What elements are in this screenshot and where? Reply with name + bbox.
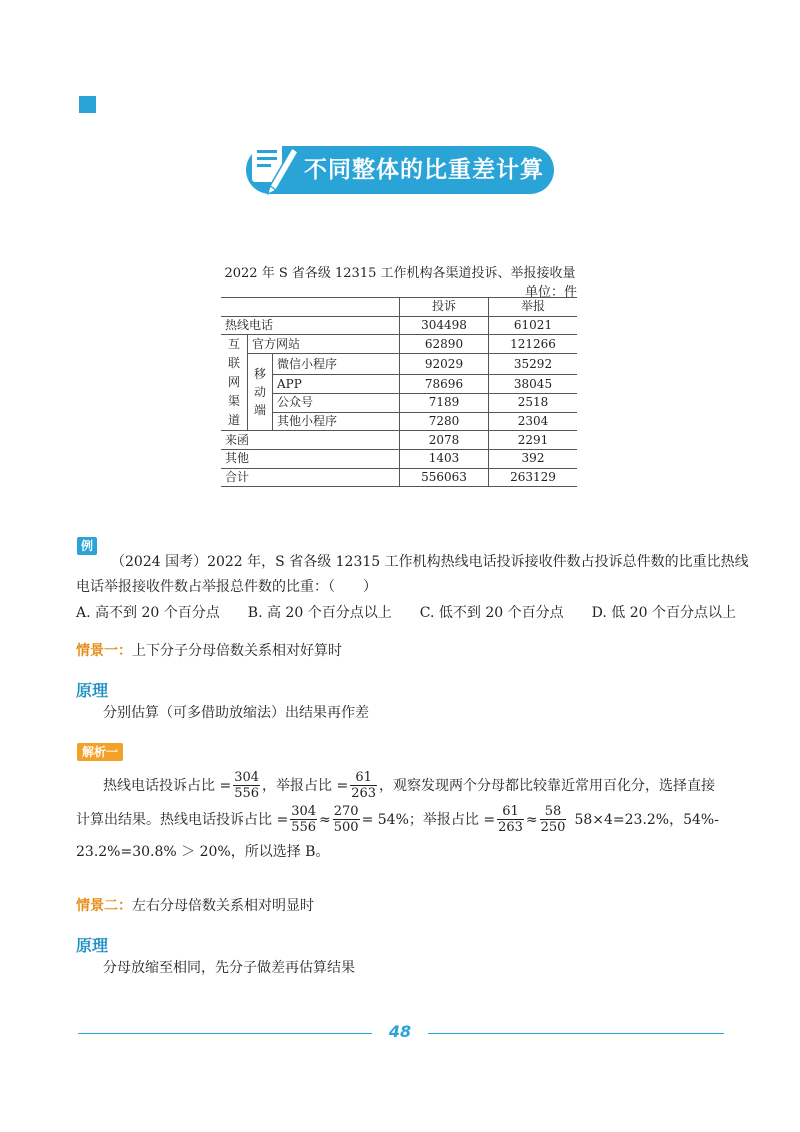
data-table xyxy=(221,297,577,487)
principle-1-text: 分别估算（可多借助放缩法）出结果再作差 xyxy=(103,705,369,721)
fraction: $\frac{61}{263}$ xyxy=(351,770,377,801)
table-row xyxy=(221,394,577,413)
header-complaint: 投诉 xyxy=(400,298,489,317)
cell-report: 2291 xyxy=(489,431,578,450)
analysis-text: 计算出结果。热线电话投诉占比 = xyxy=(76,811,289,828)
option-c[interactable]: C. 低不到 20 个百分点 xyxy=(419,605,564,621)
page-number: 48 xyxy=(388,1022,412,1041)
table-unit: 单位：件 xyxy=(524,285,577,300)
row-label: 热线电话 xyxy=(221,316,400,335)
analysis-line-3: 23.2%=30.8% ＞ 20%，所以选择 B。 xyxy=(76,844,330,860)
row-label: 合计 xyxy=(221,468,400,487)
cell-report: 2304 xyxy=(489,412,578,431)
cell-complaint: 62890 xyxy=(400,335,489,354)
approx-sign: ≈ xyxy=(525,811,538,828)
question-line-2: 电话举报接收件数占举报总件数的比重：（ ） xyxy=(76,579,377,595)
cell-report: 263129 xyxy=(489,468,578,487)
example-tag: 例 xyxy=(77,537,97,555)
cell-report: 61021 xyxy=(489,316,578,335)
scenario-2-label: 情景二： xyxy=(76,898,132,914)
header-report: 举报 xyxy=(489,298,578,317)
principle-1-heading: 原理 xyxy=(76,681,109,700)
answer-options xyxy=(76,602,736,622)
header-blank xyxy=(221,298,400,317)
question-line-1: （2024 国考）2022 年，S 省各级 12315 工作机构热线电话投诉接收件数占投诉总件数的比重比热线 xyxy=(111,554,749,570)
table-title: 2022 年 S 省各级 12315 工作机构各渠道投诉、举报接收量 xyxy=(224,266,576,281)
analysis-text: = 54%；举报占比 = xyxy=(361,811,496,828)
principle-2-heading: 原理 xyxy=(76,936,109,955)
fraction: $\frac{61}{263}$ xyxy=(498,804,523,835)
cell-complaint: 1403 xyxy=(400,450,489,469)
scenario-2-text: 左右分母倍数关系相对明显时 xyxy=(132,898,314,914)
row-label: 微信小程序 xyxy=(273,354,400,375)
table-row xyxy=(221,375,577,394)
principle-2-text: 分母放缩至相同，先分子做差再估算结果 xyxy=(103,960,355,976)
option-b[interactable]: B. 高 20 个百分点以上 xyxy=(247,605,392,621)
cell-report: 121266 xyxy=(489,335,578,354)
option-a[interactable]: A. 高不到 20 个百分点 xyxy=(76,605,220,621)
cell-report: 38045 xyxy=(489,375,578,394)
approx-sign: ≈ xyxy=(319,811,331,828)
cell-report: 35292 xyxy=(489,354,578,375)
cell-complaint: 556063 xyxy=(400,468,489,487)
fraction: $\frac{58}{250}$ xyxy=(540,804,566,835)
cell-complaint: 304498 xyxy=(400,316,489,335)
mobile-group-label: 移 动 端 xyxy=(248,354,273,431)
scenario-1 xyxy=(76,640,342,660)
analysis-line-2 xyxy=(76,804,719,835)
banner-title: 不同整体的比重差计算 xyxy=(304,157,544,183)
analysis-text: ，观察发现两个分母都比较靠近常用百化分，选择直接 xyxy=(379,777,716,794)
row-label: 其他 xyxy=(221,450,400,469)
table-row xyxy=(221,354,577,375)
fraction: $\frac{270}{500}$ xyxy=(333,804,359,835)
scenario-2 xyxy=(76,895,314,915)
row-label: 官方网站 xyxy=(248,335,400,354)
cell-complaint: 78696 xyxy=(400,375,489,394)
scenario-1-text: 上下分子分母倍数关系相对好算时 xyxy=(132,643,342,659)
analysis-text: ，举报占比 = xyxy=(262,777,349,794)
analysis-text: 热线电话投诉占比 = xyxy=(103,777,232,794)
cell-report: 392 xyxy=(489,450,578,469)
analysis-1-tag: 解析一 xyxy=(77,743,123,761)
corner-marker xyxy=(79,96,96,113)
cell-complaint: 7189 xyxy=(400,394,489,413)
table-row xyxy=(221,412,577,431)
table-row xyxy=(221,316,577,335)
row-label: 公众号 xyxy=(273,394,400,413)
analysis-line-1 xyxy=(103,770,715,801)
internet-group-label: 互 联 网 渠 道 xyxy=(221,335,248,431)
row-label: 其他小程序 xyxy=(273,412,400,431)
notepad-pencil-icon xyxy=(248,134,302,196)
cell-complaint: 7280 xyxy=(400,412,489,431)
option-d[interactable]: D. 低 20 个百分点以上 xyxy=(591,605,736,621)
cell-report: 2518 xyxy=(489,394,578,413)
row-label: APP xyxy=(273,375,400,394)
row-label: 来函 xyxy=(221,431,400,450)
footer-divider-right xyxy=(428,1033,724,1034)
scenario-1-label: 情景一： xyxy=(76,643,132,659)
section-banner xyxy=(246,146,554,194)
table-total-row xyxy=(221,468,577,487)
fraction: $\frac{304}{556}$ xyxy=(291,804,317,835)
table-row xyxy=(221,450,577,469)
fraction: $\frac{304}{556}$ xyxy=(234,770,260,801)
table-row xyxy=(221,335,577,354)
table-row xyxy=(221,431,577,450)
table-header-row xyxy=(221,298,577,317)
analysis-text: 58×4=23.2%，54%- xyxy=(574,811,719,828)
footer-divider-left xyxy=(78,1033,372,1034)
cell-complaint: 2078 xyxy=(400,431,489,450)
cell-complaint: 92029 xyxy=(400,354,489,375)
